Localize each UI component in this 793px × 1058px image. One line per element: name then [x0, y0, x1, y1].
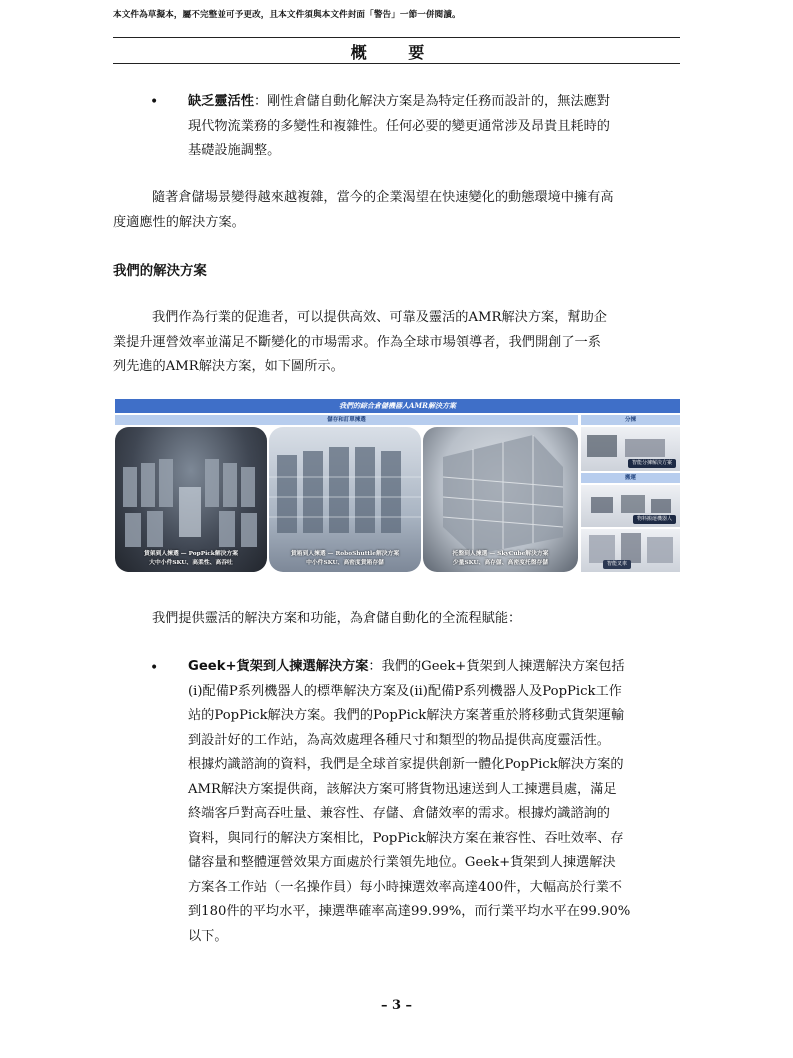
- bullet-text: 根據灼識諮詢的資料，我們是全球首家提供創新一體化PopPick解決方案的: [188, 757, 624, 772]
- paragraph-line: 列先進的AMR解決方案，如下圖所示。: [113, 359, 344, 374]
- bullet-text: AMR解決方案提供商，該解決方案可將貨物迅速送到人工揀選員處，滿足: [188, 781, 617, 797]
- panel-caption: [269, 550, 421, 568]
- bullet-marker: •: [150, 660, 159, 676]
- sorting-label: 分揀: [581, 415, 680, 425]
- draft-disclaimer: 本文件為草擬本，屬不完整並可予更改，且本文件須與本文件封面「警告」一節一併閱讀。: [113, 10, 461, 20]
- sorting-image: [581, 427, 680, 471]
- panel-caption-title: 貨架到人揀選 — PopPick解決方案: [143, 551, 239, 557]
- heading-rule: [113, 63, 680, 64]
- paragraph-line: 業提升運營效率並滿足不斷變化的市場需求。作為全球市場領導者，我們開創了一系: [113, 334, 601, 350]
- panel-caption: [115, 550, 267, 568]
- side-caption: 物料搬運機器人: [633, 515, 676, 524]
- amr-solutions-figure: [113, 397, 680, 574]
- paragraph-capabilities: 我們提供靈活的解決方案和功能，為倉儲自動化的全流程賦能：: [152, 611, 522, 626]
- bullet-text: 方案各工作站（一名操作員）每小時揀選效率高達400件，大幅高於行業不: [188, 879, 622, 895]
- skycube-panel: [423, 427, 578, 572]
- bullet-marker: •: [150, 94, 159, 110]
- paragraph-line: 我們作為行業的促進者，可以提供高效、可靠及靈活的AMR解決方案，幫助企: [152, 310, 607, 325]
- forklift-image: [581, 529, 680, 572]
- bullet-text: 現代物流業務的多變性和複雜性。任何必要的變更通常涉及昂貴且耗時的: [188, 118, 610, 134]
- panel-caption: [423, 550, 578, 568]
- bullet-term: 缺乏靈活性: [188, 94, 254, 109]
- roboshuttle-panel: [269, 427, 421, 572]
- paragraph-solutions: [113, 306, 680, 380]
- poppick-panel: [115, 427, 267, 572]
- panel-caption-detail: 少量SKU、高存儲、高密度托盤存儲: [452, 560, 549, 566]
- bullet-text: 站的PopPick解決方案。我們的PopPick解決方案著重於將移動式貨架運輸: [188, 708, 625, 723]
- bullet-inflexibility: [188, 90, 680, 164]
- bullet-text: 到180件的平均水平，揀選準確率高達99.99%，而行業平均水平在99.90%: [188, 904, 631, 919]
- bullet-text: 到設計好的工作站，為高效處理各種尺寸和類型的物品提供高度靈活性。: [188, 732, 610, 748]
- paragraph-line: 度適應性的解決方案。: [113, 214, 245, 230]
- bullet-term: Geek+貨架到人揀選解決方案: [188, 659, 369, 674]
- panel-caption-title: 托盤到人揀選 — SkyCube解決方案: [452, 551, 549, 557]
- storage-picking-label: 儲存和訂單揀選: [115, 415, 578, 425]
- bullet-text: 基礎設施調整。: [188, 143, 281, 158]
- bullet-text: ：我們的Geek+貨架到人揀選解決方案包括: [368, 659, 625, 674]
- bullet-text: (i)配備P系列機器人的標準解決方案及(ii)配備P系列機器人及PopPick工作: [188, 683, 622, 699]
- bullet-goods-to-person: [188, 655, 680, 949]
- panel-caption-detail: 中小件SKU、高密度貨箱存儲: [306, 560, 384, 566]
- header-rule: [113, 37, 680, 38]
- handling-image: [581, 485, 680, 527]
- bullet-text: 資料，與同行的解決方案相比，PopPick解決方案在兼容性、吞吐效率、存: [188, 830, 624, 846]
- bullet-text: ：剛性倉儲自動化解決方案是為特定任務而設計的，無法應對: [253, 94, 610, 109]
- paragraph-adaptability: [113, 186, 680, 235]
- figure-banner: 我們的綜合倉儲機器人AMR解決方案: [115, 399, 680, 413]
- handling-label: 搬運: [581, 473, 680, 483]
- bullet-text: 儲容量和整體運營效果方面處於行業領先地位。Geek+貨架到人揀選解決: [188, 855, 616, 870]
- page-number: – 3 –: [380, 998, 413, 1013]
- side-caption: 智能叉車: [603, 560, 631, 569]
- section-title: 我們的解決方案: [113, 264, 207, 279]
- bullet-text: 以下。: [188, 928, 228, 944]
- section-heading: 概 要: [350, 43, 443, 62]
- paragraph-line: 隨著倉儲場景變得越來越複雜，當今的企業渴望在快速變化的動態環境中擁有高: [152, 190, 614, 205]
- side-caption: 智能分揀解決方案: [628, 459, 676, 468]
- bullet-text: 終端客戶對高吞吐量、兼容性、存儲、倉儲效率的需求。根據灼識諮詢的: [188, 806, 610, 821]
- panel-caption-detail: 大中小件SKU、高柔性、高吞吐: [149, 560, 233, 566]
- panel-caption-title: 貨箱到人揀選 — RoboShuttle解決方案: [290, 551, 400, 557]
